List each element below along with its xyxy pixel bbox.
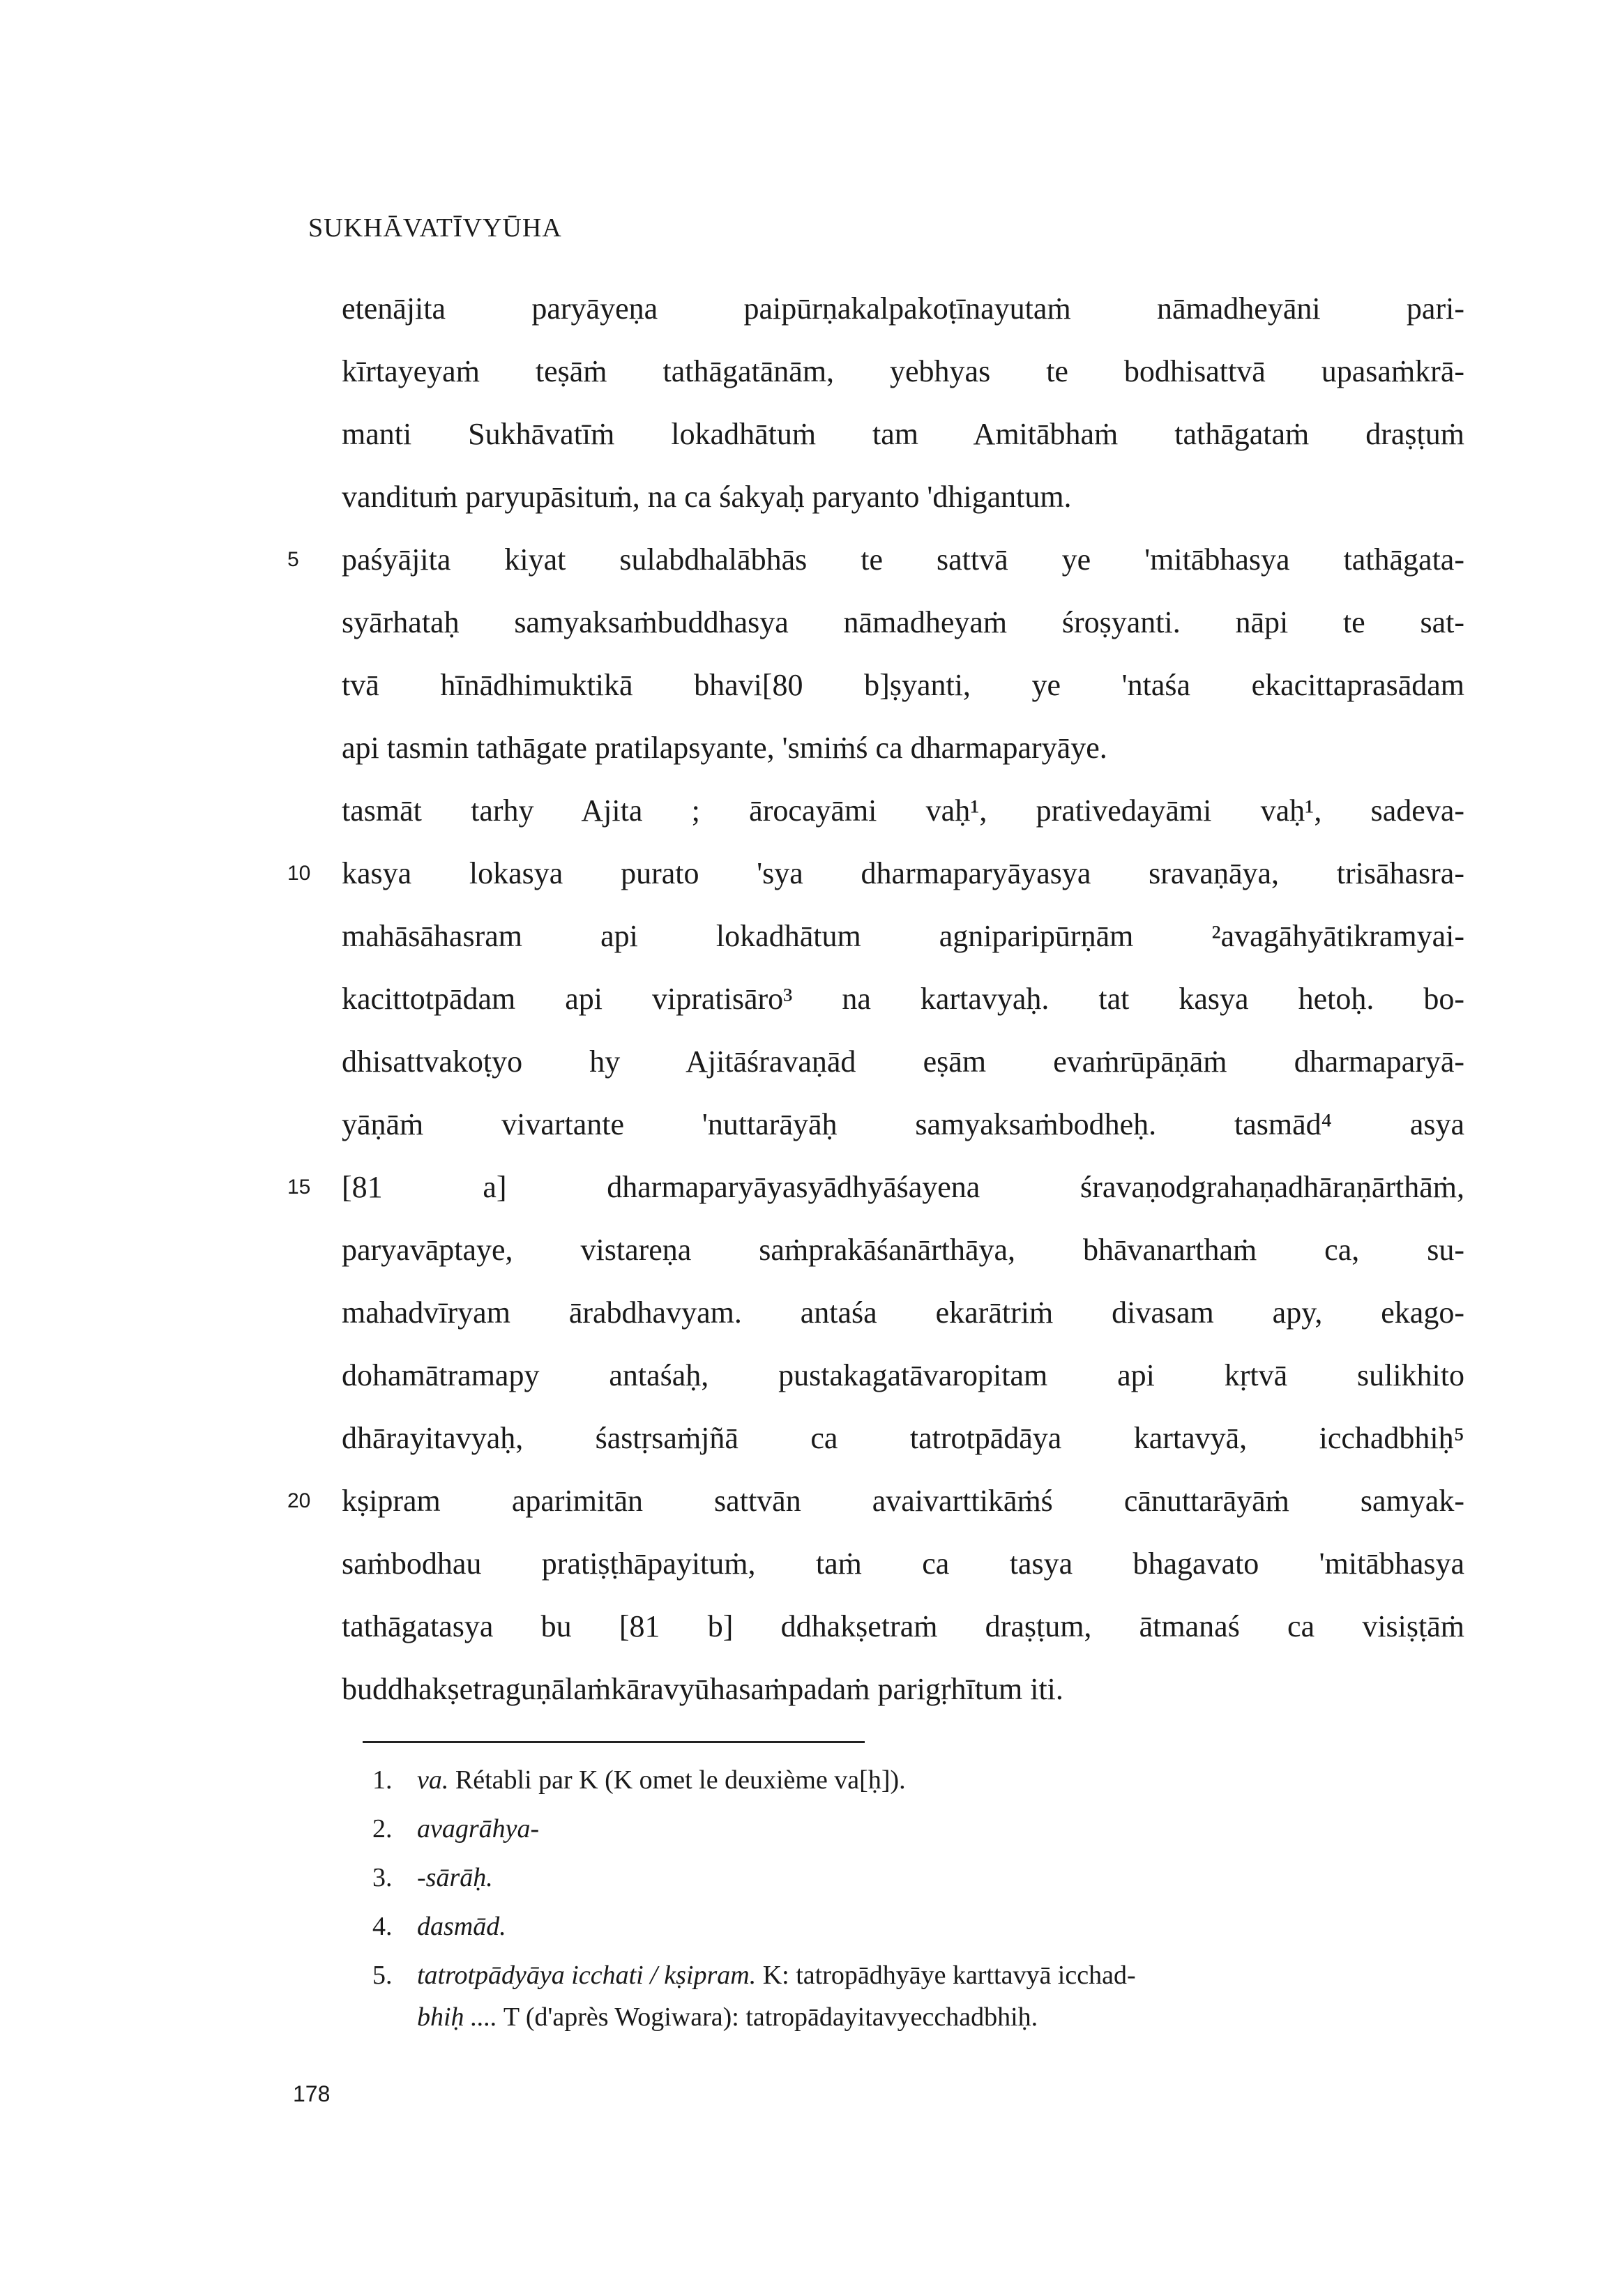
footnote (372, 1956, 1460, 1995)
text-line: vandituṁ paryupāsituṁ, na ca śakyaḥ paryanto 'dhigantum. (342, 480, 1072, 514)
text-line: dohamātramapy antaśaḥ, pustakagatāvaropitam api kṛtvā sulikhito (342, 1358, 1464, 1392)
page-number: 178 (293, 2081, 331, 2106)
footnote-term: avagrāhya- (417, 1814, 540, 1843)
text-line: dhārayitavyaḥ, śastṛsaṁjñā ca tatrotpādāya kartavyā, icchadbhiḥ⁵ (342, 1421, 1464, 1455)
footnote (372, 1907, 1460, 1946)
text-line: kīrtayeyaṁ teṣāṁ tathāgatānām, yebhyas te bodhisattvā upasaṁkrā- (342, 354, 1464, 388)
footnote-divider (363, 1741, 865, 1743)
footnote-number: 5. (372, 1961, 393, 1990)
text-line: yāṇāṁ vivartante 'nuttarāyāḥ samyaksaṁbodheḥ. tasmād⁴ asya (342, 1107, 1464, 1141)
footnote (372, 1761, 1460, 1800)
text-line: dhisattvakoṭyo hy Ajitāśravaṇād eṣām evaṁrūpāṇāṁ dharmaparyā- (342, 1044, 1464, 1079)
text-line: tvā hīnādhimuktikā bhavi[80 b]ṣyanti, ye 'ntaśa ekacittaprasādam (342, 668, 1464, 702)
text-line: kṣipram aparimitān sattvān avaivarttikāṁś cānuttarāyāṁ samyak- (342, 1484, 1464, 1518)
footnote-text: Rétabli par K (K omet le deuxième va[ḥ]). (448, 1765, 906, 1795)
text-line: kacittotpādam api vipratisāro³ na kartavyaḥ. tat kasya hetoḥ. bo- (342, 982, 1464, 1016)
footnote-term: bhiḥ .... (417, 2002, 498, 2032)
text-line: buddhakṣetraguṇālaṁkāravyūhasaṁpadaṁ parigṛhītum iti. (342, 1672, 1063, 1706)
line-number: 10 (287, 862, 311, 885)
text-line: paśyājita kiyat sulabdhalābhās te sattvā ye 'mitābhasya tathāgata- (342, 542, 1464, 577)
footnote (372, 1809, 1460, 1848)
footnote-number: 2. (372, 1814, 393, 1843)
text-line: mahāsāhasram api lokadhātum agniparipūrṇām ²avagāhyātikramyai- (342, 919, 1464, 953)
text-line: api tasmin tathāgate pratilapsyante, 'smiṁś ca dharmaparyāye. (342, 731, 1107, 765)
line-number: 20 (287, 1489, 311, 1512)
footnote-term: -sārāḥ. (417, 1863, 493, 1892)
footnote-number: 4. (372, 1912, 393, 1941)
running-header: SUKHĀVATĪVYŪHA (308, 213, 562, 243)
footnote-continuation (417, 1998, 1505, 2037)
text-line: syārhataḥ samyaksaṁbuddhasya nāmadheyaṁ śroṣyanti. nāpi te sat- (342, 605, 1464, 639)
footnote (372, 1858, 1460, 1897)
footnote-term: dasmād. (417, 1912, 506, 1941)
footnote-number: 1. (372, 1765, 393, 1795)
footnote-number: 3. (372, 1863, 393, 1892)
line-number: 5 (287, 548, 299, 571)
line-number: 15 (287, 1176, 311, 1199)
footnote-term: va. (417, 1765, 449, 1795)
text-line: mahadvīryam ārabdhavyam. antaśa ekarātriṁ divasam apy, ekago- (342, 1295, 1464, 1330)
footnote-text: K: tatropādhyāye karttavyā icchad- (756, 1961, 1136, 1990)
text-line: [81 a] dharmaparyāyasyādhyāśayena śravaṇodgrahaṇadhāraṇārthāṁ, (342, 1170, 1464, 1204)
footnote-text: T (d'après Wogiwara): tatropādayitavyecchadbhiḥ. (497, 2002, 1038, 2032)
text-line: kasya lokasya purato 'sya dharmaparyāyasya sravaṇāya, trisāhasra- (342, 856, 1464, 890)
text-line: tasmāt tarhy Ajita ; ārocayāmi vaḥ¹, prativedayāmi vaḥ¹, sadeva- (342, 793, 1464, 828)
text-line: tathāgatasya bu [81 b] ddhakṣetraṁ draṣṭum, ātmanaś ca visiṣṭāṁ (342, 1609, 1464, 1643)
text-line: manti Sukhāvatīṁ lokadhātuṁ tam Amitābhaṁ tathāgataṁ draṣṭuṁ (342, 417, 1464, 451)
text-line: etenājita paryāyeṇa paipūrṇakalpakoṭīnayutaṁ nāmadheyāni pari- (342, 291, 1464, 326)
text-line: saṁbodhau pratiṣṭhāpayituṁ, taṁ ca tasya bhagavato 'mitābhasya (342, 1546, 1464, 1581)
text-line: paryavāptaye, vistareṇa saṁprakāśanārthāya, bhāvanarthaṁ ca, su- (342, 1233, 1464, 1267)
footnote-term: tatrotpādyāya icchati / kṣipram. (417, 1961, 757, 1990)
